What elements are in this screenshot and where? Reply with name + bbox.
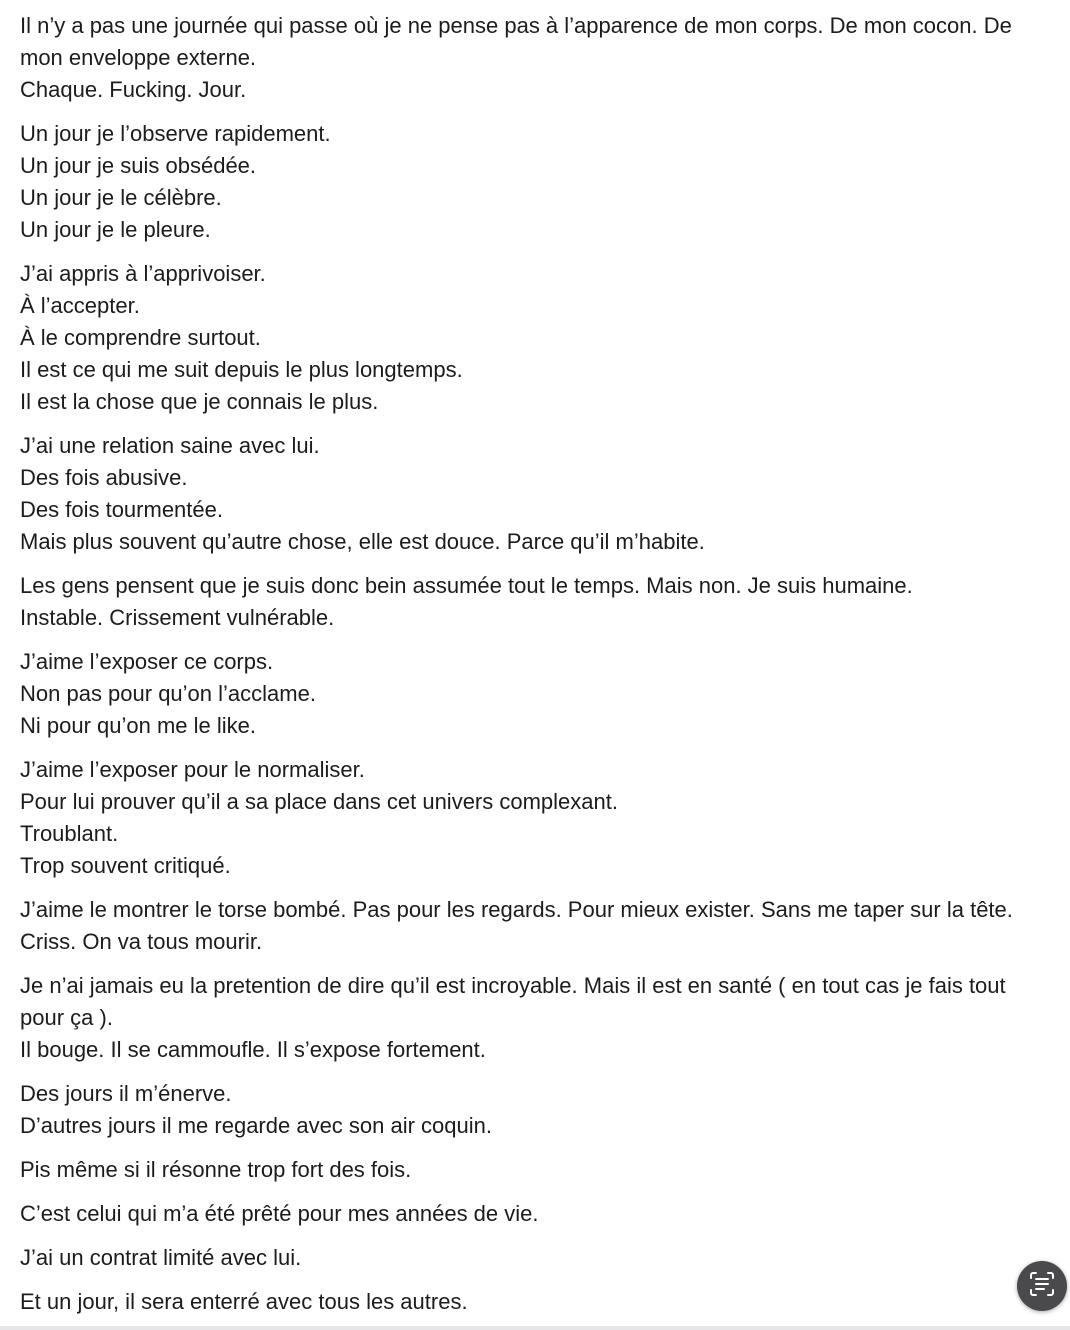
live-text-icon (1027, 1269, 1057, 1304)
post-line: Un jour je suis obsédée. (20, 153, 257, 178)
post-line: Un jour je le pleure. (20, 217, 211, 242)
post-line: Pour lui prouver qu’il a sa place dans cet univers complexant. (20, 789, 618, 814)
post-paragraph (20, 1286, 1055, 1318)
post-line: Des fois tourmentée. (20, 497, 223, 522)
post-line: Ni pour qu’on me le like. (20, 713, 257, 738)
post-paragraph (20, 1198, 1055, 1230)
post-paragraph (20, 1154, 1055, 1186)
post-line: Pis même si il résonne trop fort des fois. (20, 1157, 412, 1182)
post-line: Et un jour, il sera enterré avec tous les autres. (20, 1289, 468, 1314)
post-line: J’ai appris à l’apprivoiser. (20, 261, 266, 286)
post-paragraph (20, 754, 1055, 882)
post-line: Un jour je l’observe rapidement. (20, 121, 331, 146)
post-paragraph (20, 118, 1055, 246)
post-paragraph (20, 646, 1055, 742)
post-line: À l’accepter. (20, 293, 140, 318)
post-line: Trop souvent critiqué. (20, 853, 231, 878)
post-line: C’est celui qui m’a été prêté pour mes années de vie. (20, 1201, 539, 1226)
bottom-divider (0, 1326, 1070, 1330)
post-line: Troublant. (20, 821, 119, 846)
post-line: J’aime l’exposer pour le normaliser. (20, 757, 365, 782)
post-line: Il est ce qui me suit depuis le plus longtemps. (20, 357, 463, 382)
post-line: Instable. Crissement vulnérable. (20, 605, 335, 630)
post-paragraph (20, 10, 1055, 106)
post-line: J’aime le montrer le torse bombé. Pas pour les regards. Pour mieux exister. Sans me taper sur la tête. Criss. On va tous mourir. (20, 897, 1013, 954)
post-line: J’aime l’exposer ce corps. (20, 649, 274, 674)
post-line: Chaque. Fucking. Jour. (20, 77, 247, 102)
post-line: Des jours il m’énerve. (20, 1081, 232, 1106)
post-paragraph (20, 894, 1055, 958)
post-line: J’ai un contrat limité avec lui. (20, 1245, 302, 1270)
post-line: Il bouge. Il se cammoufle. Il s’expose fortement. (20, 1037, 486, 1062)
post-line: Il n’y a pas une journée qui passe où je ne pense pas à l’apparence de mon corps. De mon cocon. De mon enveloppe externe. (20, 13, 1012, 70)
post-text-body (20, 10, 1055, 1330)
post-line: À le comprendre surtout. (20, 325, 261, 350)
post-paragraph (20, 970, 1055, 1066)
post-line: Un jour je le célèbre. (20, 185, 222, 210)
post-line: Mais plus souvent qu’autre chose, elle est douce. Parce qu’il m’habite. (20, 529, 705, 554)
post-line: Non pas pour qu’on l’acclame. (20, 681, 316, 706)
post-line: Des fois abusive. (20, 465, 188, 490)
post-line: Les gens pensent que je suis donc bein assumée tout le temps. Mais non. Je suis humaine. (20, 573, 913, 598)
post-line: Je n’ai jamais eu la pretention de dire qu’il est incroyable. Mais il est en santé ( en tout cas je fais tout pour ça ). (20, 973, 1006, 1030)
post-line: Il est la chose que je connais le plus. (20, 389, 379, 414)
post-paragraph (20, 258, 1055, 418)
post-paragraph (20, 1078, 1055, 1142)
post-paragraph (20, 1242, 1055, 1274)
post-line: D’autres jours il me regarde avec son air coquin. (20, 1113, 493, 1138)
live-text-button[interactable] (1017, 1261, 1067, 1311)
post-paragraph (20, 570, 1055, 634)
post-paragraph (20, 430, 1055, 558)
post-line: J’ai une relation saine avec lui. (20, 433, 320, 458)
